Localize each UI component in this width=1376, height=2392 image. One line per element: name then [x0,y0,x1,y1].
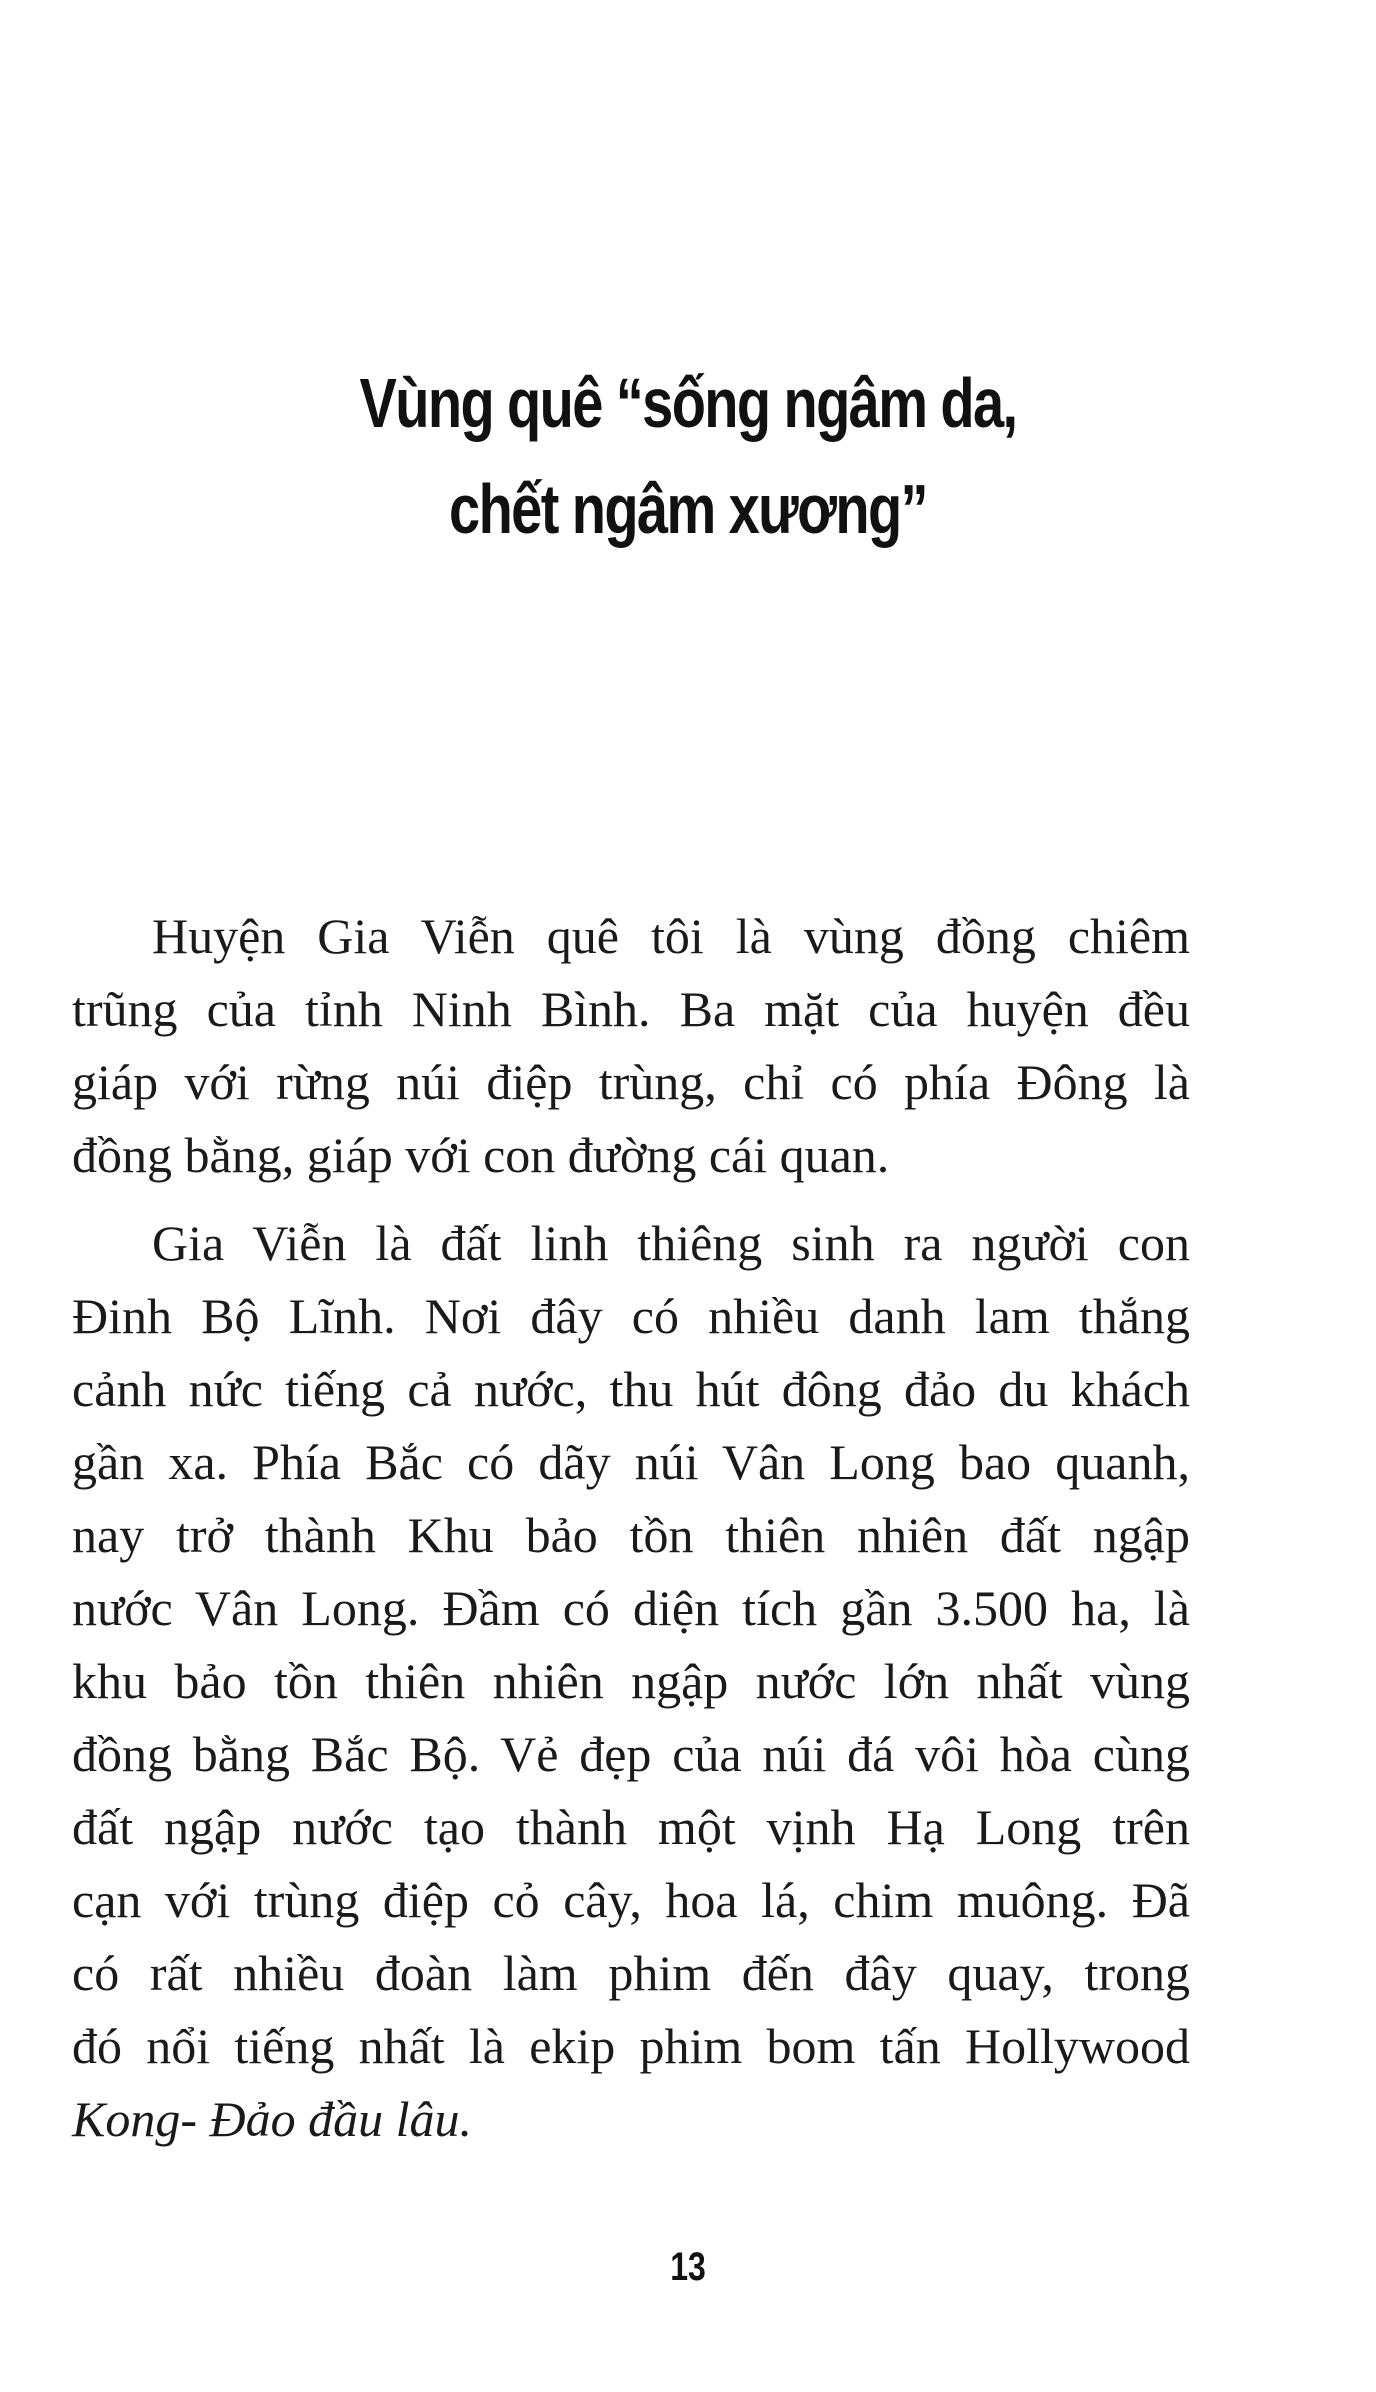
paragraph-line: gần xa. Phía Bắc có dãy núi Vân Long bao quanh, [72,1434,1190,1490]
paragraph-line: Đinh Bộ Lĩnh. Nơi đây có nhiều danh lam thắng [72,1288,1190,1344]
paragraph-1 [72,900,1190,1192]
italic-film-title: Kong- Đảo đầu lâu. [72,2091,472,2147]
paragraph-2 [72,1207,1190,2156]
paragraph-line: đồng bằng, giáp với con đường cái quan. [72,1127,890,1183]
paragraph-line: cảnh nức tiếng cả nước, thu hút đông đảo du khách [72,1361,1190,1417]
chapter-title [138,350,1239,562]
paragraph-line: đồng bằng Bắc Bộ. Vẻ đẹp của núi đá vôi hòa cùng [72,1726,1190,1782]
paragraph-line: đó nổi tiếng nhất là ekip phim bom tấn Hollywood [72,2018,1190,2074]
paragraph-line: Huyện Gia Viễn quê tôi là vùng đồng chiêm [152,908,1190,964]
chapter-title-line-2: chết ngâm xương” [449,470,927,548]
body-text [72,900,1190,2171]
paragraph-line: nay trở thành Khu bảo tồn thiên nhiên đất ngập [72,1507,1190,1563]
paragraph-line: khu bảo tồn thiên nhiên ngập nước lớn nhất vùng [72,1653,1190,1709]
paragraph-line: Gia Viễn là đất linh thiêng sinh ra người con [152,1215,1190,1271]
paragraph-line: có rất nhiều đoàn làm phim đến đây quay, trong [72,1945,1190,2001]
paragraph-line: cạn với trùng điệp cỏ cây, hoa lá, chim muông. Đã [72,1872,1190,1928]
paragraph-line: giáp với rừng núi điệp trùng, chỉ có phía Đông là [72,1054,1190,1110]
page-number: 13 [670,2245,706,2289]
paragraph-line: nước Vân Long. Đầm có diện tích gần 3.500 ha, là [72,1580,1190,1636]
paragraph-line: trũng của tỉnh Ninh Bình. Ba mặt của huyện đều [72,981,1190,1037]
chapter-title-line-1: Vùng quê “sống ngâm da, [359,364,1017,442]
paragraph-line: đất ngập nước tạo thành một vịnh Hạ Long trên [72,1799,1190,1855]
